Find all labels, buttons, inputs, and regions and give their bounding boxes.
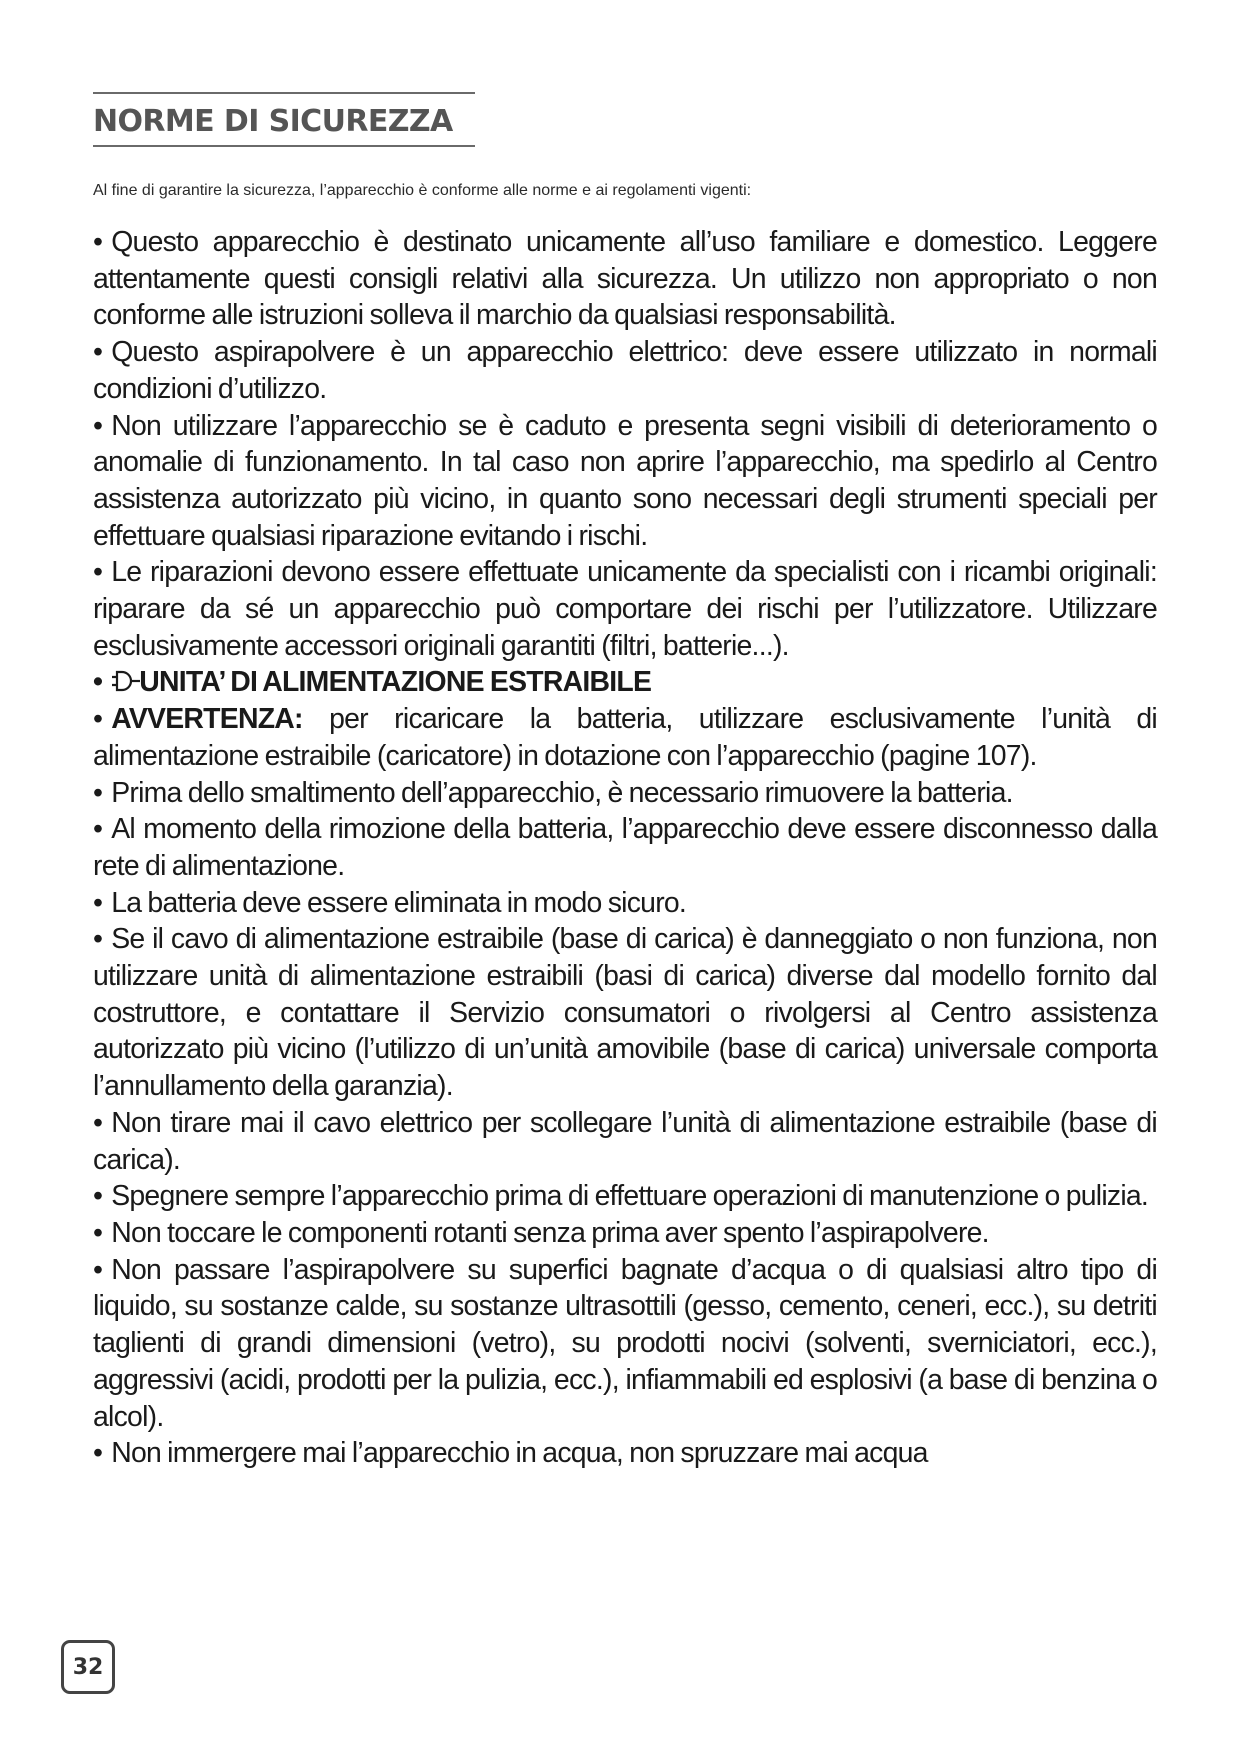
warning-label: AVVERTENZA: bbox=[111, 703, 303, 736]
intro-text: Al fine di garantire la sicurezza, l’apparecchio è conforme alle norme e ai regolamenti vigenti: bbox=[93, 182, 752, 199]
instruction-item: • La batteria deve essere eliminata in modo sicuro. bbox=[93, 886, 687, 919]
instruction-item: • Questo apparecchio è destinato unicamente all’uso familiare e domestico. Leggere attentamente questi consigli relativi alla sicurezza. Un utilizzo non appropriato o non conforme alle istruzioni solleva il marchio da qualsiasi responsabilità. bbox=[93, 226, 1157, 332]
instruction-item: • Non passare l’aspirapolvere su superfici bagnate d’acqua o di qualsiasi altro tipo di liquido, su sostanze calde, su sostanze ultrasottili (gesso, cemento, ceneri, ecc.), su detriti taglienti di grandi dimensioni (vetro), su prodotti nocivi (solventi, sverniciatori, ecc.), aggressivi (acidi, prodotti per la pulizia, ecc.), infiammabili ed esplosivi (a base di benzina o alcol). bbox=[93, 1253, 1157, 1433]
section-header bbox=[93, 92, 475, 147]
instruction-item: • Non utilizzare l’apparecchio se è caduto e presenta segni visibili di deterioramento o anomalie di funzionamento. In tal caso non aprire l’apparecchio, ma spedirlo al Centro assistenza autorizzato più vicino, in quanto sono necessari degli strumenti speciali per effettuare qualsiasi riparazione evitando i rischi. bbox=[93, 409, 1157, 552]
plug-icon bbox=[111, 666, 141, 690]
safety-instructions bbox=[93, 224, 1157, 1472]
instruction-item: • Le riparazioni devono essere effettuate unicamente da specialisti con i ricambi originali: riparare da sé un apparecchio può comportare dei rischi per l’utilizzatore. Utilizzare esclusivamente accessori originali garantiti (filtri, batterie...). bbox=[93, 556, 1157, 662]
instruction-item: • Non tirare mai il cavo elettrico per scollegare l’unità di alimentazione estraibile (base di carica). bbox=[93, 1106, 1157, 1176]
warning-item: • AVVERTENZA: per ricaricare la batteria, utilizzare esclusivamente l’unità di alimentazione estraibile (caricatore) in dotazione con l’apparecchio (pagine 107). bbox=[93, 703, 1157, 772]
instruction-item: • Non immergere mai l’apparecchio in acqua, non spruzzare mai acqua bbox=[93, 1437, 928, 1470]
page-title: NORME DI SICUREZZA bbox=[93, 104, 453, 139]
instruction-item: • Non toccare le componenti rotanti senza prima aver spento l’aspirapolvere. bbox=[93, 1216, 989, 1249]
page-number: 32 bbox=[61, 1640, 115, 1694]
instruction-item: • Prima dello smaltimento dell’apparecchio, è necessario rimuovere la batteria. bbox=[93, 776, 1013, 809]
section-heading: • UNITA’ DI ALIMENTAZIONE ESTRAIBILE bbox=[93, 666, 652, 699]
bottom-rule bbox=[93, 145, 475, 147]
instruction-item: • Spegnere sempre l’apparecchio prima di effettuare operazioni di manutenzione o pulizia. bbox=[93, 1180, 1149, 1213]
instruction-item: • Se il cavo di alimentazione estraibile (base di carica) è danneggiato o non funziona, non utilizzare unità di alimentazione estraibili (basi di carica) diverse dal modello fornito dal costruttore, e contattare il Servizio consumatori o rivolgersi al Centro assistenza autorizzato più vicino (l’utilizzo di un’unità amovibile (base di carica) universale comporta l’annullamento della garanzia). bbox=[93, 923, 1157, 1103]
instruction-item: • Questo aspirapolvere è un apparecchio elettrico: deve essere utilizzato in normali condizioni d’utilizzo. bbox=[93, 336, 1157, 405]
instruction-item: • Al momento della rimozione della batteria, l’apparecchio deve essere disconnesso dalla rete di alimentazione. bbox=[93, 813, 1157, 882]
